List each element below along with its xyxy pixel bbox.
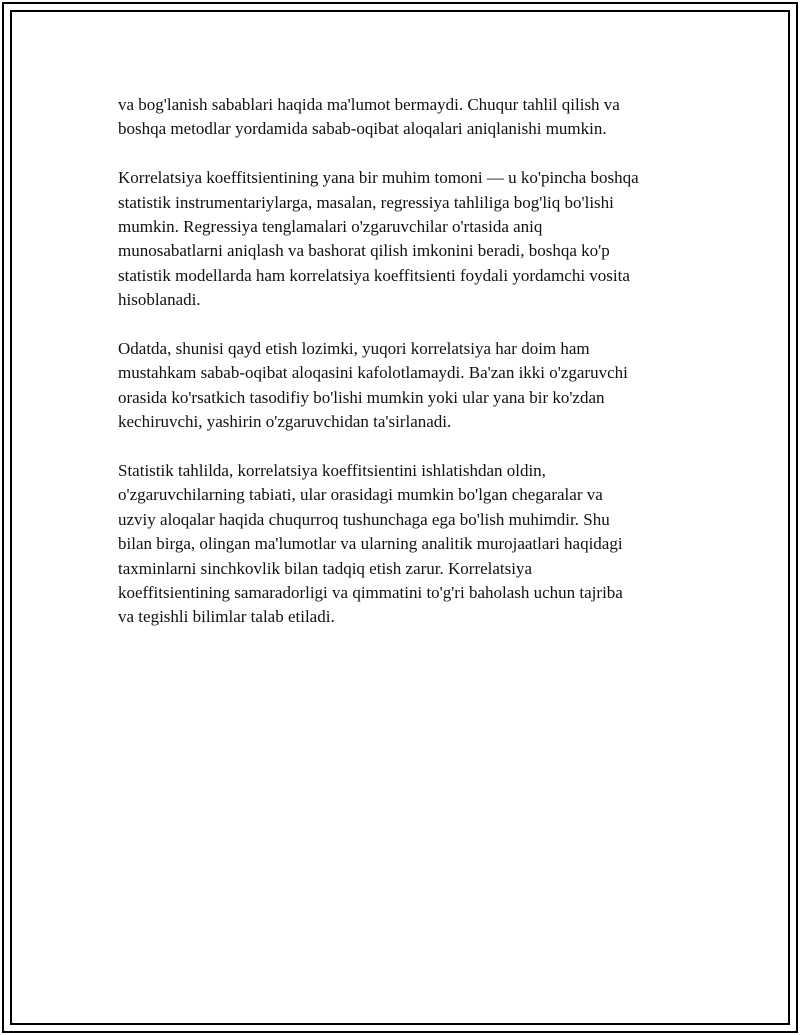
- text-line: koeffitsientining samaradorligi va qimmatini to'g'ri baholash uchun tajriba: [118, 583, 623, 603]
- paragraph-3: [118, 337, 690, 435]
- text-line: va tegishli bilimlar talab etiladi.: [118, 607, 335, 627]
- text-line: taxminlarni sinchkovlik bilan tadqiq etish zarur. Korrelatsiya: [118, 558, 533, 578]
- text-line: Statistik tahlilda, korrelatsiya koeffitsientini ishlatishdan oldin,: [118, 461, 546, 481]
- text-line: o'zgaruvchilarning tabiati, ular orasidagi mumkin bo'lgan chegaralar va: [118, 485, 603, 505]
- text-line: kechiruvchi, yashirin o'zgaruvchidan ta'sirlanadi.: [118, 412, 452, 432]
- text-line: Korrelatsiya koeffitsientining yana bir muhim tomoni — u ko'pincha boshqa: [118, 168, 639, 188]
- text-line: Odatda, shunisi qayd etish lozimki, yuqori korrelatsiya har doim ham: [118, 339, 590, 359]
- text-line: statistik modellarda ham korrelatsiya koeffitsienti foydali yordamchi vosita: [118, 265, 630, 285]
- paragraph-2: [118, 166, 690, 312]
- text-line: boshqa metodlar yordamida sabab-oqibat aloqalari aniqlanishi mumkin.: [118, 119, 607, 139]
- text-line: munosabatlarni aniqlash va bashorat qilish imkonini beradi, boshqa ko'p: [118, 241, 610, 261]
- text-line: va bog'lanish sabablari haqida ma'lumot bermaydi. Chuqur tahlil qilish va: [118, 95, 620, 114]
- text-line: bilan birga, olingan ma'lumotlar va ularning analitik murojaatlari haqidagi: [118, 534, 623, 554]
- text-line: statistik instrumentariylarga, masalan, regressiya tahliliga bog'liq bo'lishi: [118, 192, 614, 212]
- paragraph-1: [118, 93, 690, 142]
- text-line: mumkin. Regressiya tenglamalari o'zgaruvchilar o'rtasida aniq: [118, 217, 543, 237]
- text-line: orasida ko'rsatkich tasodifiy bo'lishi mumkin yoki ular yana bir ko'zdan: [118, 387, 605, 407]
- text-line: hisoblanadi.: [118, 290, 201, 310]
- text-line: mustahkam sabab-oqibat aloqasini kafolotlamaydi. Ba'zan ikki o'zgaruvchi: [118, 363, 628, 383]
- text-line: uzviy aloqalar haqida chuqurroq tushunchaga ega bo'lish muhimdir. Shu: [118, 509, 610, 529]
- document-body: [118, 93, 690, 630]
- paragraph-4: [118, 459, 690, 630]
